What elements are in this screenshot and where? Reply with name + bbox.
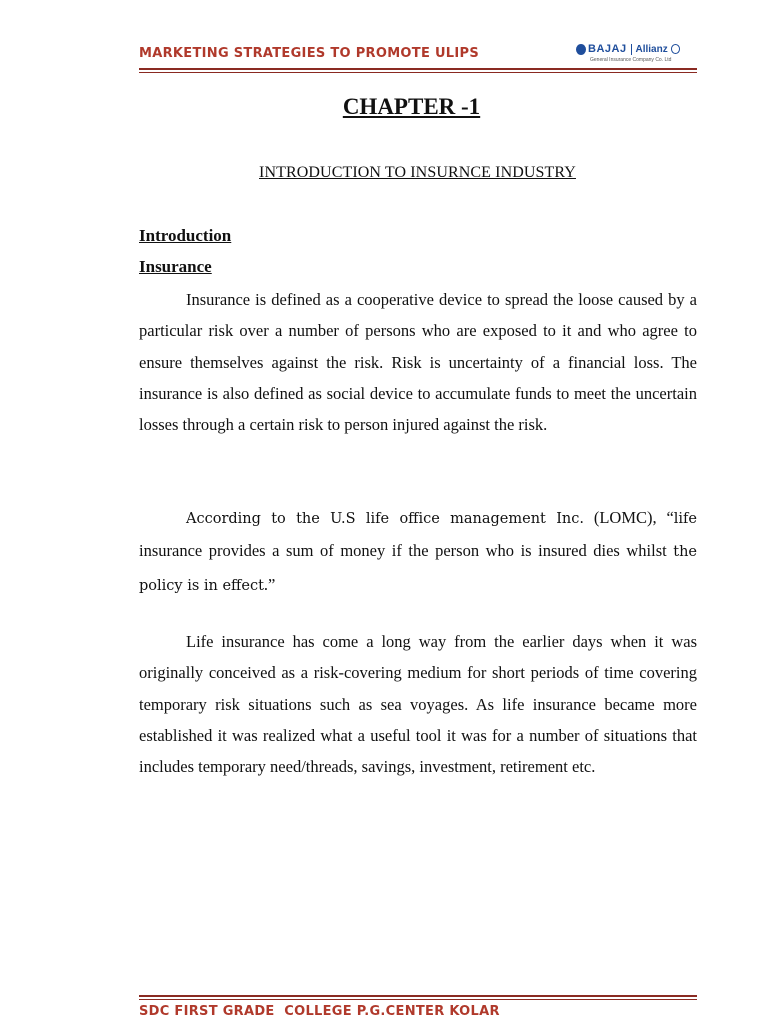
allianz-seal-icon	[671, 44, 680, 54]
chapter-subtitle: INTRODUCTION TO INSURNCE INDUSTRY	[259, 164, 576, 181]
bajaj-emblem-icon	[576, 44, 586, 55]
quote-end: .”	[263, 574, 276, 594]
paragraph-text: Life insurance has come a long way from the earlier days when it was originally conceived as a risk-covering medium for short periods of time covering temporary risk situations such as sea voyages. As life insurance became more established it was realized what a useful tool it was for a number of situations that includes temporary need/threads, savings, investment, retirement etc.	[139, 632, 697, 777]
running-footer: SDC FIRST GRADE COLLEGE P.G.CENTER KOLAR	[139, 1004, 500, 1019]
logo-tagline: General Insurance Company Co. Ltd	[590, 57, 672, 63]
quote-emphasis: the policy is in effect	[139, 544, 697, 594]
quote-body: insurance provides a sum of money if the person who is insured dies whilst	[139, 541, 674, 561]
header-rule-thick	[139, 68, 697, 70]
logo-partner-text: Allianz	[635, 43, 668, 55]
running-header-title: MARKETING STRATEGIES TO PROMOTE ULIPS	[139, 46, 480, 61]
paragraph-insurance-definition	[139, 284, 697, 440]
bajaj-allianz-logo	[576, 42, 680, 66]
header-rule-thin	[139, 72, 697, 73]
quote-acronym: (LOMC), “	[584, 508, 674, 527]
quote-source: According to the U.S life office management Inc.	[186, 511, 584, 527]
chapter-title: CHAPTER -1	[342, 94, 481, 119]
paragraph-lomc-quote	[139, 502, 697, 602]
footer-rule-thin	[139, 999, 697, 1000]
quote-start-word: life	[673, 511, 698, 527]
heading-insurance: Insurance	[139, 257, 212, 276]
heading-introduction: Introduction	[139, 226, 232, 245]
logo-divider	[631, 44, 632, 55]
logo-brand-text: BAJAJ	[588, 43, 627, 55]
paragraph-text: Insurance is defined as a cooperative device to spread the loose caused by a particular risk over a number of persons who are exposed to it and who agree to ensure themselves against the risk. Risk is uncertainty of a financial loss. The insurance is also defined as social device to accumulate funds to meet the uncertain losses through a certain risk to person injured against the risk.	[139, 290, 697, 435]
paragraph-life-insurance-history	[139, 626, 697, 782]
footer-rule-thick	[139, 995, 697, 997]
